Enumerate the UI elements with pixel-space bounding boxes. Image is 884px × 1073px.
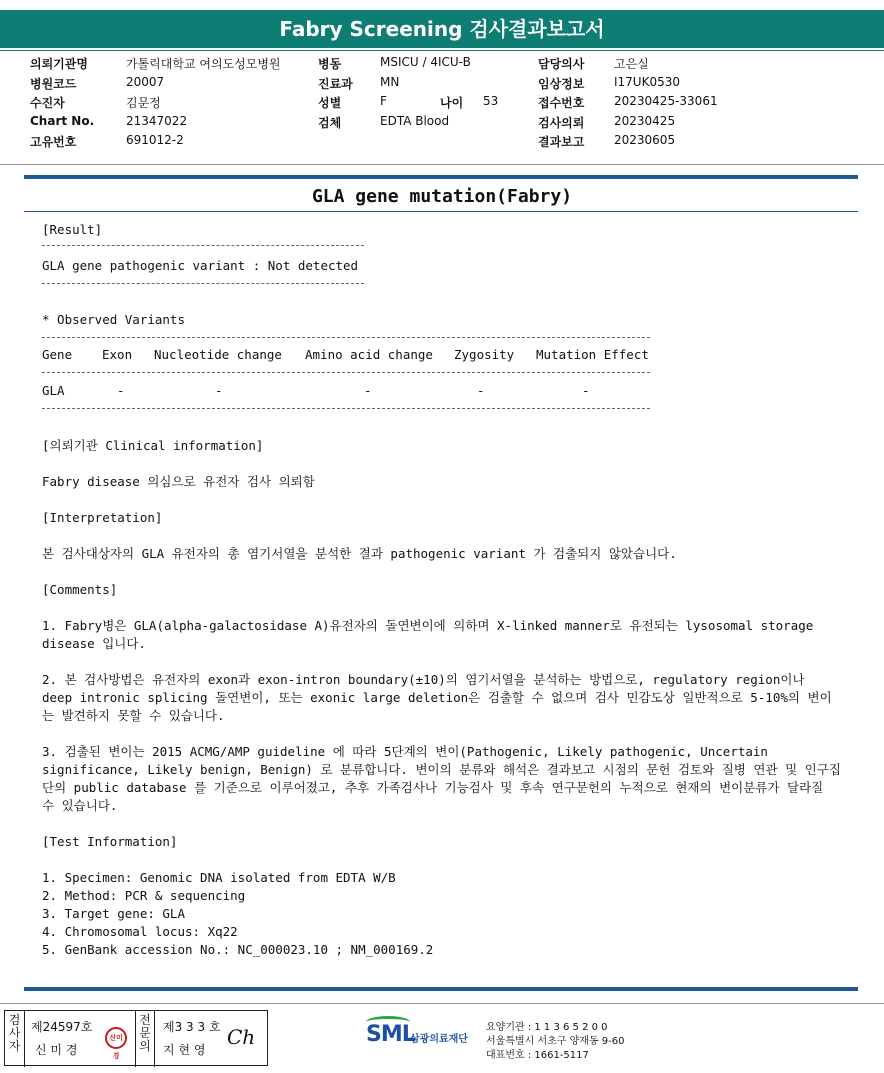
test-info-item: 2. Method: PCR & sequencing <box>42 888 246 903</box>
col-nucleotide: Nucleotide change <box>154 347 282 362</box>
examiner-id: 제24597호 <box>31 1020 93 1034</box>
value-request-date: 20230425 <box>614 113 676 128</box>
test-info-item: 5. GenBank accession No.: NC_000023.10 ; NM_000169.2 <box>42 942 434 957</box>
logo-text: SML <box>366 1022 415 1047</box>
reviewer-label: 전문의 <box>135 1011 155 1067</box>
info-row <box>30 133 870 153</box>
variants-heading: * Observed Variants <box>42 312 185 327</box>
value-hospital-code: 20007 <box>126 74 165 89</box>
dashed-rule <box>42 372 650 373</box>
label-doctor: 담당의사 <box>538 57 585 71</box>
label-department: 진료과 <box>318 76 353 91</box>
examiner-stamp: 신미경 <box>105 1027 127 1049</box>
info-row <box>30 55 870 75</box>
clinical-text: Fabry disease 의심으로 유전자 검사 의뢰함 <box>42 474 315 489</box>
value-doctor: 고은실 <box>614 57 649 71</box>
org-phone: 대표번호 : 1661-5117 <box>486 1050 589 1061</box>
dashed-rule <box>42 245 364 246</box>
label-hospital-code: 병원코드 <box>30 76 77 91</box>
label-unique-id: 고유번호 <box>30 135 77 149</box>
section-rule-bottom-thick <box>24 987 858 991</box>
patient-info <box>30 55 870 153</box>
label-accession-no: 접수번호 <box>538 96 585 110</box>
cell-zygosity: - <box>477 383 485 398</box>
value-chart-no: 21347022 <box>126 113 188 128</box>
section-rule-bottom <box>24 211 858 212</box>
comment-item: 3. 검출된 변이는 2015 ACMG/AMP guideline 에 따라 5단계의 변이(Pathogenic, Likely pathogenic, Uncertain significance, Likely benign, Benign) 로 분류합니다. 변이의 분류와 해석은 결과보고 시점의 문헌 검토와 질병 연관 및 인구집단의 public database 를 기준으로 이루어졌고, 추후 가족검사나 기능검사 및 후속 연구문헌의 누적으로 현재의 변이분류가 달라질 수 있습니다. <box>42 744 841 813</box>
value-ward: MSICU / 4ICU-B <box>380 55 471 69</box>
label-age: 나이 <box>440 96 464 110</box>
examiner-label: 검사자 <box>5 1011 25 1067</box>
signature-box <box>4 1010 268 1066</box>
dashed-rule <box>42 408 650 409</box>
test-info-item: 4. Chromosomal locus: Xq22 <box>42 924 238 939</box>
label-sex: 성별 <box>318 96 342 110</box>
info-row <box>30 94 870 114</box>
col-amino-acid: Amino acid change <box>305 347 433 362</box>
value-specimen: EDTA Blood <box>380 113 450 128</box>
dashed-rule <box>42 337 650 338</box>
cell-exon: - <box>117 383 125 398</box>
org-code: 요양기관 : 1 1 3 6 5 2 0 0 <box>486 1022 608 1033</box>
test-info-heading: [Test Information] <box>42 834 178 849</box>
examiner-name: 신 미 경 <box>35 1043 78 1057</box>
result-heading: [Result] <box>42 222 103 237</box>
label-clinical-info: 임상정보 <box>538 76 585 91</box>
test-info-item: 3. Target gene: GLA <box>42 906 185 921</box>
value-report-date: 20230605 <box>614 133 676 147</box>
report-title: Fabry Screening 검사결과보고서 <box>0 10 884 48</box>
label-institution: 의뢰기관명 <box>30 57 88 71</box>
interpretation-text: 본 검사대상자의 GLA 유전자의 총 염기서열을 분석한 결과 pathogenic variant 가 검출되지 않았습니다. <box>42 546 677 561</box>
org-name: 삼광의료재단 <box>410 1034 468 1045</box>
value-department: MN <box>380 74 400 89</box>
cell-gene: GLA <box>42 383 65 398</box>
comment-item: 2. 본 검사방법은 유전자의 exon과 exon-intron boundary(±10)의 염기서열을 분석하는 방법으로, regulatory region이나 deep intronic splicing 돌연변이, 또는 exonic large deletion은 검출할 수 없으며 검사 민감도상 일반적으로 5-10%의 변이는 발견하지 못할 수 있습니다. <box>42 672 832 723</box>
value-accession-no: 20230425-33061 <box>614 94 718 108</box>
value-clinical-info: I17UK0530 <box>614 74 680 89</box>
clinical-heading: [의뢰기관 Clinical information] <box>42 438 264 453</box>
cell-nucleotide: - <box>215 383 223 398</box>
interpretation-heading: [Interpretation] <box>42 510 163 525</box>
label-ward: 병동 <box>318 57 342 71</box>
info-row <box>30 114 870 134</box>
cell-amino-acid: - <box>364 383 372 398</box>
label-request-date: 검사의뢰 <box>538 115 585 130</box>
cell-mutation-effect: - <box>582 383 590 398</box>
value-sex: F <box>380 94 387 108</box>
reviewer-name: 지 현 영 <box>163 1043 206 1057</box>
info-row <box>30 75 870 95</box>
org-address: 서울특별시 서초구 양재동 9-60 <box>486 1036 625 1047</box>
comment-item: 1. Fabry병은 GLA(alpha-galactosidase A)유전자의 돌연변이에 의하며 X-linked manner로 유전되는 lysosomal storage disease 입니다. <box>42 618 814 651</box>
section-title: GLA gene mutation(Fabry) <box>311 186 573 207</box>
test-info-item: 1. Specimen: Genomic DNA isolated from EDTA W/B <box>42 870 396 885</box>
reviewer-id: 제3 3 3 호 <box>163 1020 221 1034</box>
comments-heading: [Comments] <box>42 582 118 597</box>
label-patient: 수진자 <box>30 96 65 110</box>
value-unique-id: 691012-2 <box>126 133 184 147</box>
value-age: 53 <box>483 94 499 108</box>
section-rule-top <box>24 175 858 179</box>
label-report-date: 결과보고 <box>538 135 585 149</box>
col-mutation-effect: Mutation Effect <box>536 347 649 362</box>
reviewer-signature: Ch <box>227 1025 256 1049</box>
value-institution: 가톨릭대학교 여의도성모병원 <box>126 57 281 71</box>
sml-logo <box>364 1014 484 1062</box>
label-chart-no: Chart No. <box>30 113 95 128</box>
col-zygosity: Zygosity <box>454 347 515 362</box>
divider <box>0 1003 884 1004</box>
label-specimen: 검체 <box>318 115 342 130</box>
value-patient: 김문정 <box>126 96 161 110</box>
col-gene: Gene <box>42 347 73 362</box>
divider <box>0 164 884 165</box>
dashed-rule <box>42 283 364 284</box>
result-line: GLA gene pathogenic variant : Not detected <box>42 258 359 273</box>
col-exon: Exon <box>102 347 133 362</box>
